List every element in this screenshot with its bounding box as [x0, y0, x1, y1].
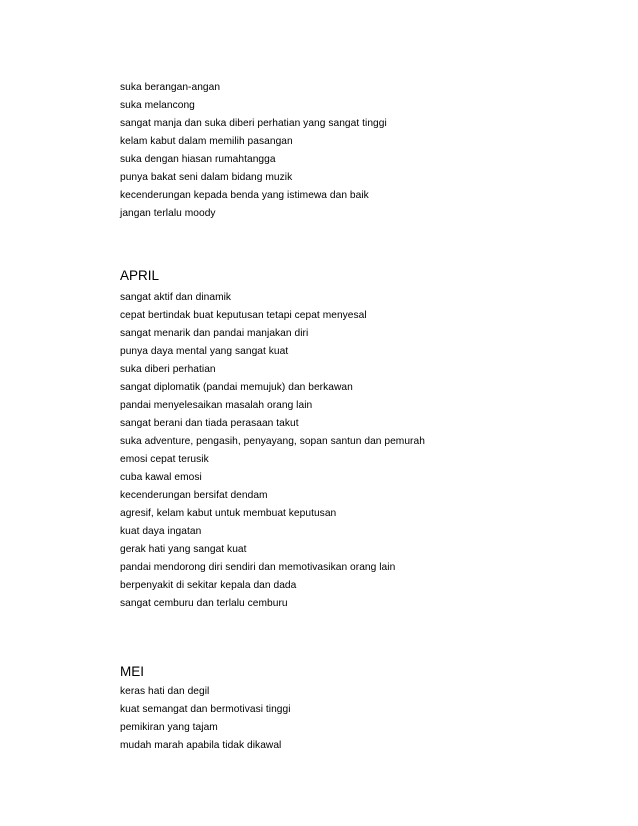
intro-line-7: kecenderungan kepada benda yang istimewa dan baik [120, 190, 369, 201]
april-line-12: kecenderungan bersifat dendam [120, 490, 268, 501]
april-heading: APRIL [120, 268, 160, 283]
intro-line-5: suka dengan hiasan rumahtangga [120, 154, 276, 165]
april-line-15: gerak hati yang sangat kuat [120, 544, 247, 555]
april-line-18: sangat cemburu dan terlalu cemburu [120, 598, 288, 609]
intro-line-2: suka melancong [120, 100, 195, 111]
april-line-3: sangat menarik dan pandai manjakan diri [120, 328, 309, 339]
intro-line-4: kelam kabut dalam memilih pasangan [120, 136, 293, 147]
april-line-16: pandai mendorong diri sendiri dan memotivasikan orang lain [120, 562, 396, 573]
mei-line-4: mudah marah apabila tidak dikawal [120, 740, 282, 751]
april-line-7: pandai menyelesaikan masalah orang lain [120, 400, 313, 411]
april-line-14: kuat daya ingatan [120, 526, 202, 537]
intro-line-1: suka berangan-angan [120, 82, 221, 93]
april-line-11: cuba kawal emosi [120, 472, 202, 483]
mei-line-3: pemikiran yang tajam [120, 722, 218, 733]
april-line-4: punya daya mental yang sangat kuat [120, 346, 289, 357]
april-line-17: berpenyakit di sekitar kepala dan dada [120, 580, 297, 591]
mei-line-2: kuat semangat dan bermotivasi tinggi [120, 704, 291, 715]
april-line-2: cepat bertindak buat keputusan tetapi cepat menyesal [120, 310, 367, 321]
april-line-5: suka diberi perhatian [120, 364, 216, 375]
april-line-8: sangat berani dan tiada perasaan takut [120, 418, 299, 429]
april-line-10: emosi cepat terusik [120, 454, 209, 465]
april-line-1: sangat aktif dan dinamik [120, 292, 232, 303]
intro-line-3: sangat manja dan suka diberi perhatian yang sangat tinggi [120, 118, 387, 129]
mei-line-1: keras hati dan degil [120, 686, 210, 697]
intro-line-6: punya bakat seni dalam bidang muzik [120, 172, 293, 183]
april-line-13: agresif, kelam kabut untuk membuat keputusan [120, 508, 337, 519]
april-line-9: suka adventure, pengasih, penyayang, sopan santun dan pemurah [120, 436, 425, 447]
april-line-6: sangat diplomatik (pandai memujuk) dan berkawan [120, 382, 353, 393]
mei-heading: MEI [120, 664, 145, 679]
intro-line-8: jangan terlalu moody [120, 208, 216, 219]
